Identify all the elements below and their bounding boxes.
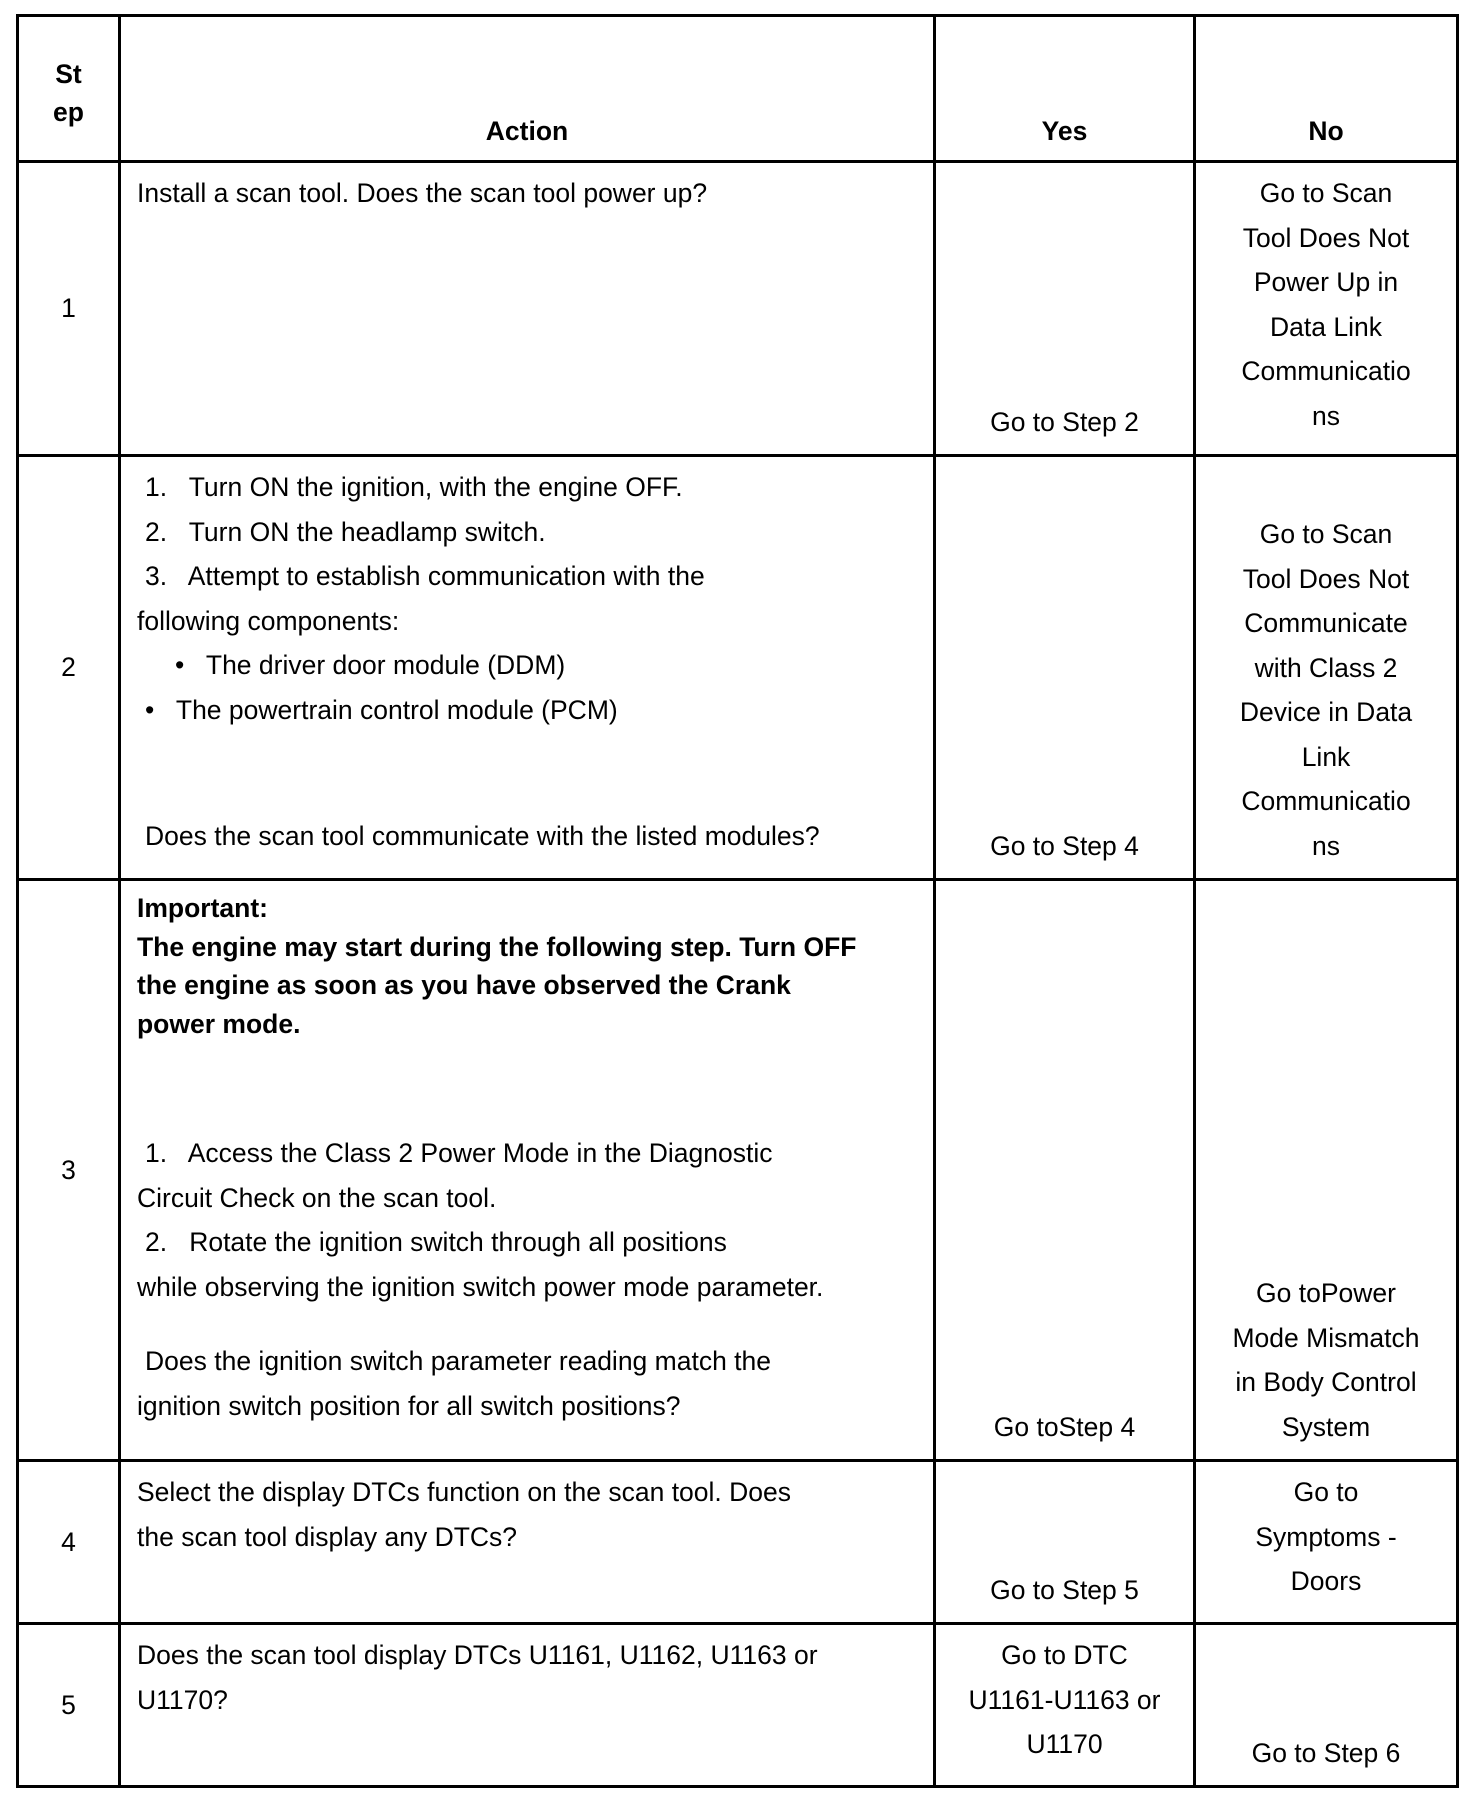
action-cell	[120, 456, 935, 880]
no-cell	[1195, 880, 1458, 1461]
action-cell	[120, 162, 935, 456]
header-no	[1195, 16, 1458, 162]
yes-cell	[935, 1461, 1195, 1624]
header-step-line2: ep	[53, 96, 84, 127]
table-row-step-3	[18, 880, 1458, 1461]
action-cell	[120, 1624, 935, 1787]
table-row-step-2	[18, 456, 1458, 880]
header-action	[120, 16, 935, 162]
yes-cell	[935, 1624, 1195, 1787]
action-bullet: • The driver door module (DDM)	[175, 650, 566, 680]
action-line: Install a scan tool. Does the scan tool power up?	[137, 178, 708, 208]
header-no-label: No	[1308, 116, 1344, 146]
no-line: Communicatio	[1241, 786, 1411, 816]
action-line: Circuit Check on the scan tool.	[137, 1182, 497, 1213]
no-cell	[1195, 456, 1458, 880]
yes-link[interactable]	[936, 1625, 1193, 1785]
no-line: Device in Data	[1239, 697, 1413, 727]
yes-link[interactable]: Go toStep 4	[993, 1411, 1136, 1442]
step-number-cell	[18, 1624, 120, 1787]
step-number: 2	[61, 652, 76, 683]
action-question: Does the ignition switch parameter reading match the	[145, 1346, 772, 1376]
action-cell	[120, 1461, 935, 1624]
action-line: 2. Rotate the ignition switch through all positions	[145, 1227, 727, 1257]
yes-line: U1161-U1163 or	[968, 1684, 1161, 1715]
no-line: System	[1281, 1411, 1371, 1442]
header-step-line1: St	[55, 58, 82, 89]
header-yes	[935, 16, 1195, 162]
table-row-step-1	[18, 162, 1458, 456]
action-line: while observing the ignition switch power mode parameter.	[137, 1271, 824, 1302]
table-row-step-5	[18, 1624, 1458, 1787]
no-link[interactable]: Go to Step 6	[1251, 1737, 1401, 1768]
no-line: ns	[1312, 400, 1340, 431]
no-line: Go toPower	[1256, 1278, 1396, 1308]
no-link[interactable]	[1196, 457, 1456, 878]
table-row-step-4	[18, 1461, 1458, 1624]
action-line: 2. Turn ON the headlamp switch.	[145, 516, 546, 547]
no-cell	[1195, 1624, 1458, 1787]
step-number: 3	[61, 1154, 76, 1185]
action-line: U1170?	[137, 1684, 228, 1715]
no-line: Data Link	[1270, 311, 1382, 342]
no-line: Go to Scan	[1259, 519, 1393, 549]
header-yes-label: Yes	[1041, 116, 1088, 146]
no-line: Tool Does Not	[1242, 563, 1410, 594]
no-link[interactable]	[1196, 881, 1456, 1459]
no-line: Go to Scan	[1259, 178, 1393, 208]
no-line: Mode Mismatch	[1232, 1322, 1420, 1353]
yes-cell	[935, 162, 1195, 456]
header-step	[18, 16, 120, 162]
action-question: ignition switch position for all switch positions?	[137, 1390, 681, 1421]
action-question: Does the scan tool communicate with the listed modules?	[145, 821, 820, 851]
no-line: in Body Control	[1235, 1367, 1417, 1397]
no-line: Go to	[1293, 1477, 1359, 1507]
action-bullet: • The powertrain control module (PCM)	[145, 694, 618, 725]
no-line: Power Up in	[1253, 267, 1399, 297]
action-line: Does the scan tool display DTCs U1161, U1162, U1163 or	[137, 1640, 818, 1670]
important-text: the engine as soon as you have observed the Crank	[137, 970, 791, 1000]
step-number-cell	[18, 880, 120, 1461]
important-text: The engine may start during the following step. Turn OFF	[137, 931, 857, 962]
action-line: the scan tool display any DTCs?	[137, 1521, 518, 1552]
no-link[interactable]	[1196, 163, 1456, 454]
step-number-cell	[18, 162, 120, 456]
action-line: 3. Attempt to establish communication with the	[145, 561, 705, 591]
step-number-cell	[18, 1461, 120, 1624]
step-number-cell	[18, 456, 120, 880]
step-number: 5	[61, 1689, 76, 1720]
action-line: 1. Access the Class 2 Power Mode in the Diagnostic	[145, 1138, 773, 1168]
no-line: Communicate	[1244, 608, 1408, 638]
yes-link[interactable]: Go to Step 2	[990, 406, 1139, 437]
action-cell	[120, 880, 935, 1461]
yes-link[interactable]: Go to Step 4	[990, 830, 1139, 861]
yes-cell	[935, 456, 1195, 880]
important-label: Important:	[137, 893, 269, 923]
no-line: Link	[1301, 741, 1351, 772]
action-line: Select the display DTCs function on the scan tool. Does	[137, 1477, 792, 1507]
action-line: 1. Turn ON the ignition, with the engine OFF.	[145, 472, 683, 502]
step-number: 1	[61, 293, 76, 324]
action-line: following components:	[137, 605, 400, 636]
header-row	[18, 16, 1458, 162]
yes-line: U1170	[1026, 1729, 1103, 1759]
no-line: ns	[1312, 830, 1340, 861]
no-line: Tool Does Not	[1242, 222, 1410, 253]
no-cell	[1195, 162, 1458, 456]
no-line: with Class 2	[1254, 652, 1398, 683]
no-line: Doors	[1290, 1566, 1362, 1596]
yes-link[interactable]: Go to Step 5	[990, 1574, 1139, 1605]
yes-line: Go to DTC	[1001, 1640, 1128, 1670]
header-action-label: Action	[485, 116, 569, 146]
no-line: Symptoms -	[1255, 1521, 1397, 1552]
important-text: power mode.	[137, 1008, 301, 1039]
yes-cell	[935, 880, 1195, 1461]
no-line: Communicatio	[1241, 356, 1411, 386]
no-link[interactable]	[1196, 1462, 1456, 1622]
no-cell	[1195, 1461, 1458, 1624]
diagnostic-table	[16, 14, 1459, 1788]
step-number: 4	[61, 1526, 76, 1557]
